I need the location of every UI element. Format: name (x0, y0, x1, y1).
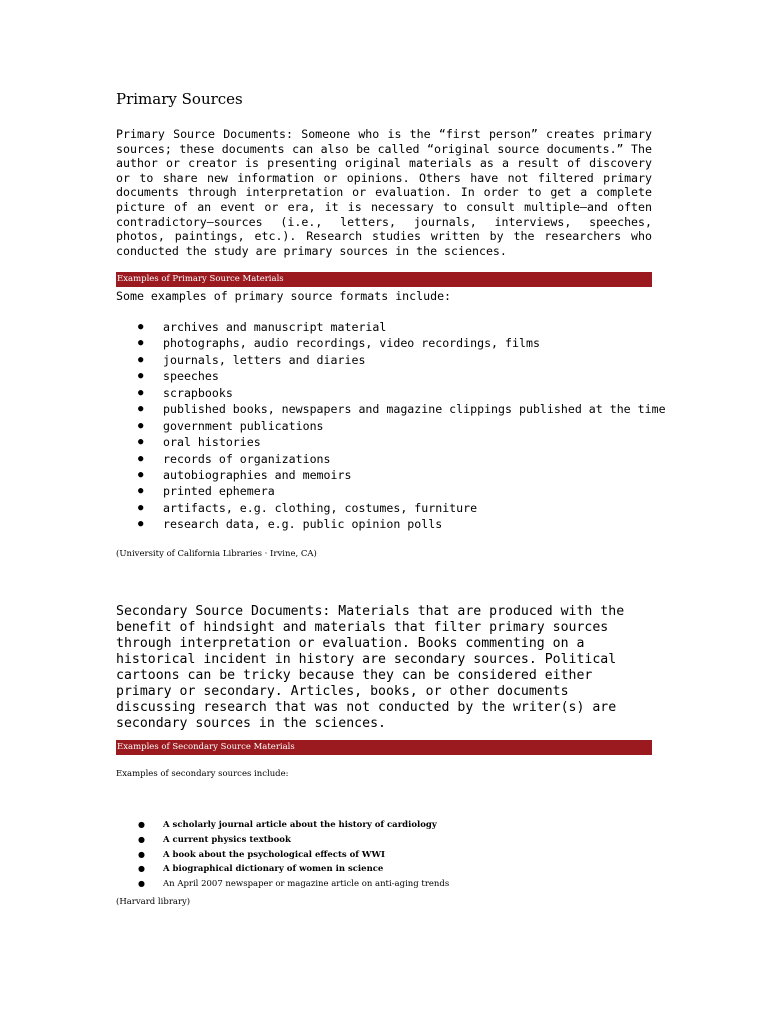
bullet-icon: ● (138, 849, 145, 859)
bullet-icon: ● (138, 519, 144, 530)
bullet-icon: ● (138, 486, 144, 497)
bullet-icon: ● (138, 864, 145, 874)
list-item: ● autobiographies and memoirs (138, 467, 352, 482)
list-item: ● research data, e.g. public opinion polls (138, 517, 443, 532)
list-item: ● journals, letters and diaries (138, 352, 366, 367)
secondary-citation: (Harvard library) (116, 897, 191, 907)
bullet-icon: ● (138, 469, 144, 480)
bullet-icon: ● (138, 453, 144, 464)
secondary-examples-list (116, 818, 449, 892)
bullet-icon: ● (138, 354, 144, 365)
bullet-icon: ● (138, 371, 144, 382)
list-item: ● speeches (138, 369, 219, 384)
primary-citation: (University of California Libraries · Irvine, CA) (116, 549, 317, 559)
list-item: ● photographs, audio recordings, video recordings, films (138, 336, 540, 351)
bullet-icon: ● (138, 502, 144, 513)
bullet-icon: ● (138, 404, 144, 415)
list-item: ● scrapbooks (138, 385, 233, 400)
primary-examples-list (116, 319, 666, 533)
list-item: ● A current physics textbook (116, 833, 449, 848)
bullet-icon: ● (138, 879, 145, 889)
list-item: ● artifacts, e.g. clothing, costumes, furniture (138, 500, 478, 515)
list-item: ● printed ephemera (138, 484, 275, 499)
list-item: ● A biographical dictionary of women in science (116, 862, 449, 877)
bullet-icon: ● (138, 834, 145, 844)
primary-examples-banner: Examples of Primary Source Materials (116, 272, 652, 287)
bullet-icon: ● (138, 420, 144, 431)
list-item: ● published books, newspapers and magazine clippings published at the time (138, 402, 666, 417)
list-item: ● A scholarly journal article about the history of cardiology (116, 818, 449, 833)
list-item: ● archives and manuscript material (138, 320, 387, 334)
page-title: Primary Sources (116, 90, 243, 108)
secondary-examples-banner: Examples of Secondary Source Materials (116, 740, 652, 755)
bullet-icon: ● (138, 322, 144, 332)
primary-sources-paragraph: Primary Source Documents: Someone who is the “first person” creates primary sources; these documents can also be called “original source documents.” The author or creator is presenting original materials as a result of discovery or to share new information or opinions. Others have not filtered primary documents through interpretation or evaluation. In order to get a complete picture of an event or era, it is necessary to consult multiple—and often contradictory—sources (i.e., letters, journals, interviews, speeches, photos, paintings, etc.). Research studies written by the researchers who conducted the study are primary sources in the sciences. (116, 127, 652, 258)
bullet-icon: ● (138, 338, 144, 349)
bullet-icon: ● (138, 820, 145, 829)
bullet-icon: ● (138, 387, 144, 398)
secondary-examples-intro: Examples of secondary sources include: (116, 769, 289, 779)
list-item: ● An April 2007 newspaper or magazine article on anti-aging trends (116, 877, 449, 892)
bullet-icon: ● (138, 437, 144, 448)
list-item: ● oral histories (138, 435, 261, 450)
secondary-sources-paragraph: Secondary Source Documents: Materials that are produced with the benefit of hindsight and materials that filter primary sources through interpretation or evaluation. Books commenting on a historical incident in history are secondary sources. Political cartoons can be tricky because they can be considered either primary or secondary. Articles, books, or other documents discussing research that was not conducted by the writer(s) are secondary sources in the sciences. (116, 604, 625, 731)
list-item: ● government publications (138, 418, 324, 433)
list-item: ● A book about the psychological effects of WWI (116, 848, 449, 863)
list-item: ● records of organizations (138, 451, 331, 466)
primary-examples-intro: Some examples of primary source formats include: (116, 289, 452, 303)
